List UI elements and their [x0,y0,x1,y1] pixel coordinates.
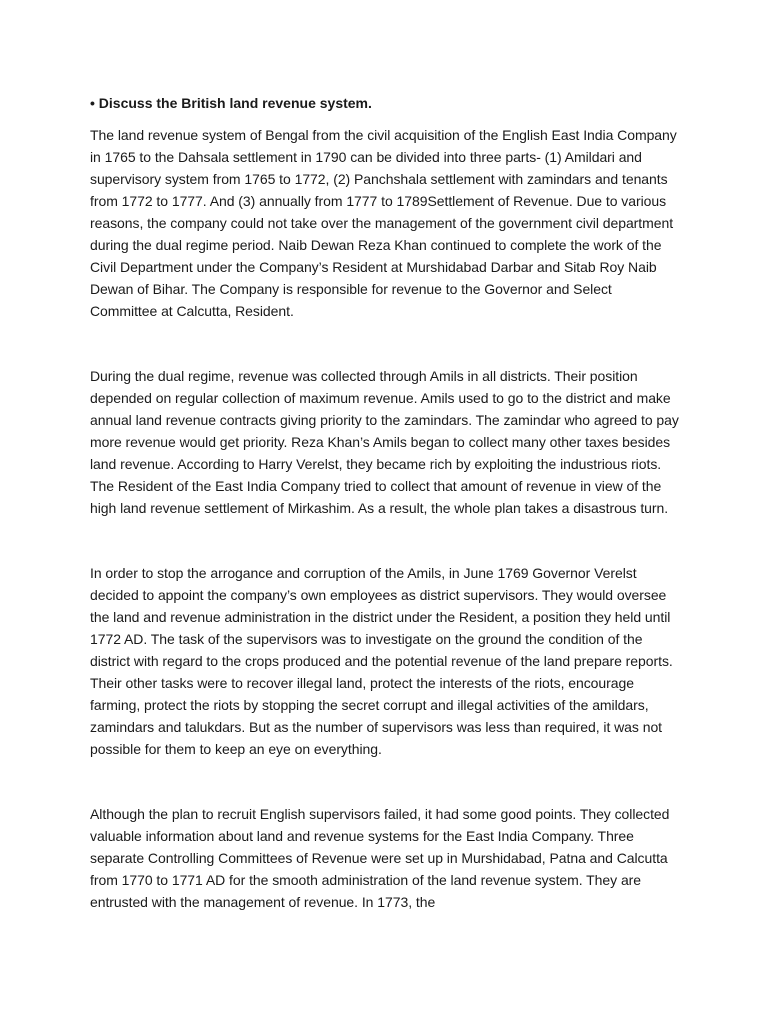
paragraph-4: Although the plan to recruit English supervisors failed, it had some good points. They collected valuable information about land and revenue systems for the East India Company. Three separate Controlling Committees of Revenue were set up in Murshidabad, Patna and Calcutta from 1770 to 1771 AD for the smooth administration of the land revenue system. They are entrusted with the management of revenue. In 1773, the [90,806,670,910]
document-page [90,92,682,913]
question-heading: • Discuss the British land revenue system. [90,95,372,111]
paragraph-2: During the dual regime, revenue was collected through Amils in all districts. Their position depended on regular collection of maximum revenue. Amils used to go to the district and make annual land revenue contracts giving priority to the zamindars. The zamindar who agreed to pay more revenue would get priority. Reza Khan’s Amils began to collect many other taxes besides land revenue. According to Harry Verelst, they became rich by exploiting the industrious riots. The Resident of the East India Company tried to collect that amount of revenue in view of the high land revenue settlement of Mirkashim. As a result, the whole plan takes a disastrous turn. [90,368,679,516]
paragraph-3: In order to stop the arrogance and corruption of the Amils, in June 1769 Governor Verelst decided to appoint the company’s own employees as district supervisors. They would oversee the land and revenue administration in the district under the Resident, a position they held until 1772 AD. The task of the supervisors was to investigate on the ground the condition of the district with regard to the crops produced and the potential revenue of the land prepare reports. Their other tasks were to recover illegal land, protect the interests of the riots, encourage farming, protect the riots by stopping the secret corrupt and illegal activities of the amildars, zamindars and talukdars. But as the number of supervisors was less than required, it was not possible for them to keep an eye on everything. [90,565,673,757]
paragraph-1: The land revenue system of Bengal from the civil acquisition of the English East India Company in 1765 to the Dahsala settlement in 1790 can be divided into three parts- (1) Amildari and supervisory system from 1765 to 1772, (2) Panchshala settlement with zamindars and tenants from 1772 to 1777. And (3) annually from 1777 to 1789Settlement of Revenue. Due to various reasons, the company could not take over the management of the government civil department during the dual regime period. Naib Dewan Reza Khan continued to complete the work of the Civil Department under the Company’s Resident at Murshidabad Darbar and Sitab Roy Naib Dewan of Bihar. The Company is responsible for revenue to the Governor and Select Committee at Calcutta, Resident. [90,127,677,319]
